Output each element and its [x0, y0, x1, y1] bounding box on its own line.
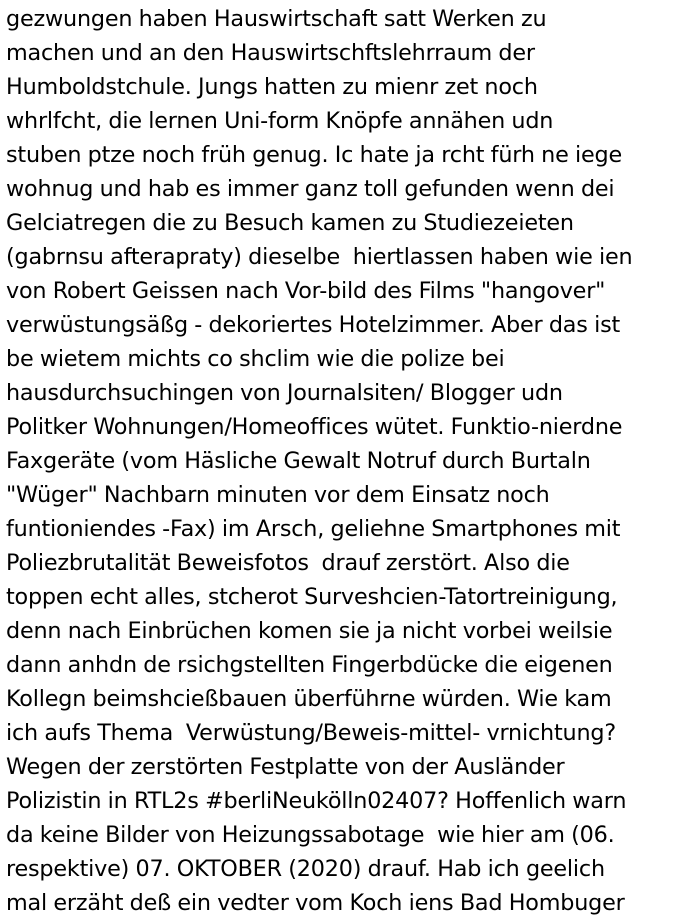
text-line: machen und an den Hauswirtschftslehrraum der [6, 40, 535, 66]
text-line: Gelciatregen die zu Besuch kamen zu Studiezeieten [6, 210, 574, 236]
text-line: "Wüger" Nachbarn minuten vor dem Einsatz noch [6, 482, 550, 508]
text-line: be wietem michts co shclim wie die polize bei [6, 346, 505, 372]
text-line: whrlfcht, die lernen Uni-form Knöpfe annähen udn [6, 108, 554, 134]
text-line: Polizistin in RTL2s #berliNeukölln02407? Hoffenlich warn [6, 788, 627, 814]
text-line: denn nach Einbrüchen komen sie ja nicht vorbei weilsie [6, 618, 613, 644]
text-line: Humboldstchule. Jungs hatten zu mienr zet noch [6, 74, 538, 100]
text-line: mal erzäht deß ein vedter vom Koch iens Bad Hombuger [6, 890, 625, 916]
text-line: funtioniendes -Fax) im Arsch, geliehne Smartphones mit [6, 516, 621, 542]
text-line: gezwungen haben Hauswirtschaft satt Werken zu [6, 6, 547, 32]
text-line: wohnug und hab es immer ganz toll gefunden wenn dei [6, 176, 615, 202]
text-line: Poliezbrutalität Beweisfotos drauf zerstört. Also die [6, 550, 570, 576]
text-line: von Robert Geissen nach Vor-bild des Films "hangover" [6, 278, 606, 304]
text-line: Kollegn beimshcießbauen überführne würden. Wie kam [6, 686, 612, 712]
text-line: ich aufs Thema Verwüstung/Beweis-mittel- vrnichtung? [6, 720, 616, 746]
text-line: respektive) 07. OKTOBER (2020) drauf. Hab ich geelich [6, 856, 605, 882]
text-line: Wegen der zerstörten Festplatte von der Ausländer [6, 754, 565, 780]
text-line: Politker Wohnungen/Homeoffices wütet. Funktio-nierdne [6, 414, 623, 440]
text-line: verwüstungsäßg - dekoriertes Hotelzimmer. Aber das ist [6, 312, 621, 338]
text-line: da keine Bilder von Heizungssabotage wie hier am (06. [6, 822, 615, 848]
document-body [6, 2, 684, 920]
text-line: toppen echt alles, stcherot Surveshcien-Tatortreinigung, [6, 584, 618, 610]
text-line: dann anhdn de rsichgstellten Fingerbdücke die eigenen [6, 652, 613, 678]
text-line: stuben ptze noch früh genug. Ic hate ja rcht fürh ne iege [6, 142, 622, 168]
text-line: hausdurchsuchingen von Journalsiten/ Blogger udn [6, 380, 563, 406]
text-line: (gabrnsu afterapraty) dieselbe hiertlassen haben wie ien [6, 244, 633, 270]
text-line: Faxgeräte (vom Häsliche Gewalt Notruf durch Burtaln [6, 448, 591, 474]
